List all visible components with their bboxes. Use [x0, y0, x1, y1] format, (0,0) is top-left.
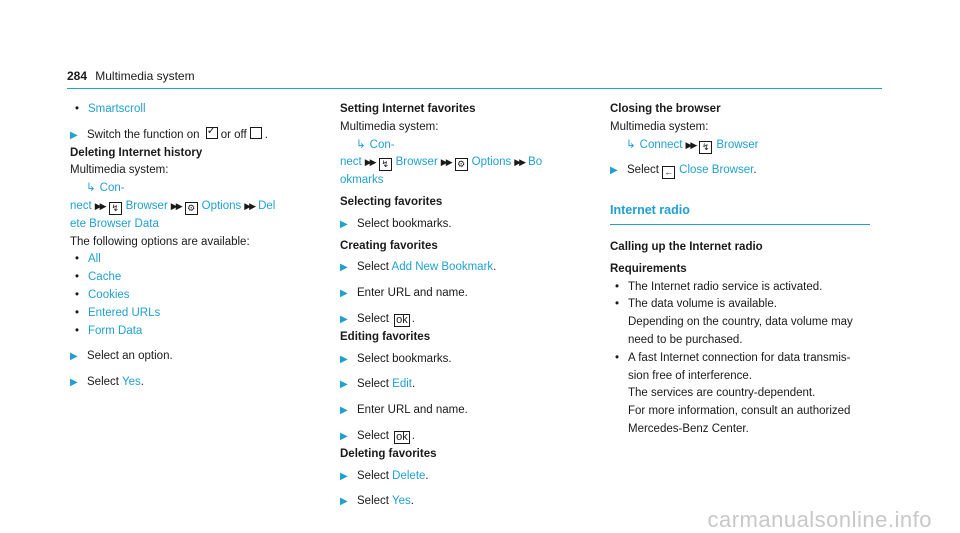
column-3 [610, 101, 870, 439]
list-item [70, 101, 315, 119]
following-text: The following options are available: [70, 235, 250, 248]
step: ▶ Select ok . [340, 428, 585, 446]
globe-icon: ↯ [699, 141, 712, 154]
arrow-icon: ▶ [340, 405, 348, 417]
list-item-note: For more information, consult an authorized Mercedes-Benz Center. [628, 405, 851, 435]
step: ▶ Enter URL and name. [340, 285, 585, 303]
globe-icon: ↯ [379, 158, 392, 171]
double-arrow-icon: ▶▶ [514, 157, 525, 168]
section-title: Internet radio [610, 203, 690, 218]
step: ▶ Select Yes. [340, 493, 585, 511]
path-options[interactable]: Options [201, 199, 242, 212]
step: ▶ Select an option. [70, 348, 315, 366]
path-browser[interactable]: Browser [395, 156, 438, 169]
menu-path [610, 137, 870, 155]
double-arrow-icon: ▶▶ [440, 157, 451, 168]
watermark: carmanualsonline.info [707, 507, 932, 533]
step: ▶ Select Yes. [70, 374, 315, 392]
section-heading: Selecting favorites [340, 195, 443, 208]
list-item [70, 269, 315, 287]
option-all[interactable]: All [88, 253, 101, 266]
path-connect[interactable]: Con- [99, 182, 125, 195]
menu-path [70, 180, 315, 198]
add-bookmark-link[interactable]: Add New Bookmark [391, 261, 494, 274]
step: ▶ Enter URL and name. [340, 402, 585, 420]
arrow-icon: ▶ [70, 377, 78, 389]
step: ▶ Select ok . [340, 311, 585, 329]
page-number: 284 [67, 69, 88, 83]
arrow-icon: ▶ [340, 262, 348, 274]
page-header [67, 68, 882, 87]
step: ▶ Select ← Close Browser. [610, 162, 870, 180]
section-heading: Calling up the Internet radio [610, 240, 763, 253]
menu-path-cont: nect ▶▶ ↯ Browser ▶▶ ⚙ Options ▶▶ Bo [340, 156, 543, 170]
double-arrow-icon: ▶▶ [685, 139, 696, 150]
gear-icon: ⚙ [185, 202, 198, 215]
arrow-icon: ▶ [340, 496, 348, 508]
arrow-icon: ▶ [340, 430, 348, 442]
step: ▶ Select bookmarks. [340, 216, 585, 234]
checkbox-checked-icon [206, 127, 218, 139]
edit-link[interactable]: Edit [392, 378, 412, 391]
list-item-note: The services are country-dependent. [628, 387, 816, 400]
step: ▶ Select bookmarks. [340, 351, 585, 369]
arrow-icon: ▶ [340, 313, 348, 325]
path-connect[interactable]: Connect [639, 138, 683, 151]
menu-path-cont: nect ▶▶ ↯ Browser ▶▶ ⚙ Options ▶▶ Del [70, 199, 276, 213]
column-2 [340, 101, 585, 511]
path-connect[interactable]: Con- [369, 138, 395, 151]
yes-link[interactable]: Yes [391, 495, 411, 508]
option-cache[interactable]: Cache [88, 271, 122, 284]
arrow-icon: ▶ [340, 379, 348, 391]
double-arrow-icon: ▶▶ [170, 200, 181, 211]
step: ▶ Select Edit. [340, 376, 585, 394]
path-label: Multimedia system: [340, 120, 439, 133]
delete-link[interactable]: Delete [392, 469, 426, 482]
arrow-icon: ▶ [340, 218, 348, 230]
path-browser[interactable]: Browser [716, 138, 759, 151]
arrow-icon: ▶ [70, 129, 78, 141]
ok-key-icon: ok [396, 430, 408, 443]
section-rule [610, 224, 870, 225]
ok-key-icon: ok [396, 313, 408, 326]
smartscroll-link[interactable]: Smartscroll [88, 103, 146, 115]
option-entered-urls[interactable]: Entered URLs [88, 306, 161, 319]
path-bookmarks-cont[interactable]: okmarks [340, 174, 384, 187]
list-item: • The data volume is available. [610, 296, 870, 314]
path-browser[interactable]: Browser [125, 199, 168, 212]
section-heading: Setting Internet favorites [340, 103, 476, 115]
step: ▶ Switch the function on ✓ or off . [70, 127, 315, 145]
list-item [70, 305, 315, 323]
path-delete[interactable]: Del [258, 199, 276, 212]
header-rule [67, 88, 882, 89]
list-item [70, 287, 315, 305]
arrow-icon: ▶ [610, 165, 618, 177]
return-arrow-icon: ↳ [626, 138, 636, 151]
menu-path [340, 137, 585, 155]
requirements-heading: Requirements [610, 262, 687, 275]
checkbox-empty-icon [250, 127, 262, 139]
list-item [70, 323, 315, 341]
arrow-icon: ▶ [340, 353, 348, 365]
double-arrow-icon: ▶▶ [364, 157, 375, 168]
arrow-icon: ▶ [340, 288, 348, 300]
globe-icon: ↯ [109, 202, 122, 215]
gear-icon: ⚙ [455, 158, 468, 171]
path-label: Multimedia system: [610, 120, 709, 133]
step: ▶ Select Delete. [340, 468, 585, 486]
path-label: Multimedia system: [70, 164, 169, 177]
path-delete-cont[interactable]: ete Browser Data [70, 217, 159, 230]
double-arrow-icon: ▶▶ [244, 200, 255, 211]
arrow-icon: ▶ [340, 470, 348, 482]
list-item: • The Internet radio service is activated. [610, 279, 870, 297]
section-heading: Creating favorites [340, 239, 438, 252]
yes-link[interactable]: Yes [121, 376, 141, 389]
option-form-data[interactable]: Form Data [88, 324, 143, 337]
page-title: Multimedia system [95, 69, 195, 83]
list-item [70, 251, 315, 269]
path-bookmarks[interactable]: Bo [528, 156, 543, 169]
path-options[interactable]: Options [471, 156, 512, 169]
close-browser-link[interactable]: Close Browser [679, 164, 754, 177]
option-cookies[interactable]: Cookies [88, 288, 130, 301]
section-heading: Closing the browser [610, 103, 721, 115]
step: ▶ Select Add New Bookmark. [340, 259, 585, 277]
list-item-note: Depending on the country, data volume may need to be purchased. [628, 316, 853, 346]
list-item: • A fast Internet connection for data transmis-sion free of interference. [610, 350, 870, 386]
double-arrow-icon: ▶▶ [94, 200, 105, 211]
return-arrow-icon: ↳ [356, 138, 366, 151]
column-1 [70, 101, 315, 392]
section-heading: Deleting favorites [340, 447, 437, 460]
close-browser-icon: ← [664, 167, 674, 178]
section-heading: Editing favorites [340, 330, 431, 343]
return-arrow-icon: ↳ [86, 182, 96, 195]
section-heading: Deleting Internet history [70, 146, 203, 159]
arrow-icon: ▶ [70, 351, 78, 363]
